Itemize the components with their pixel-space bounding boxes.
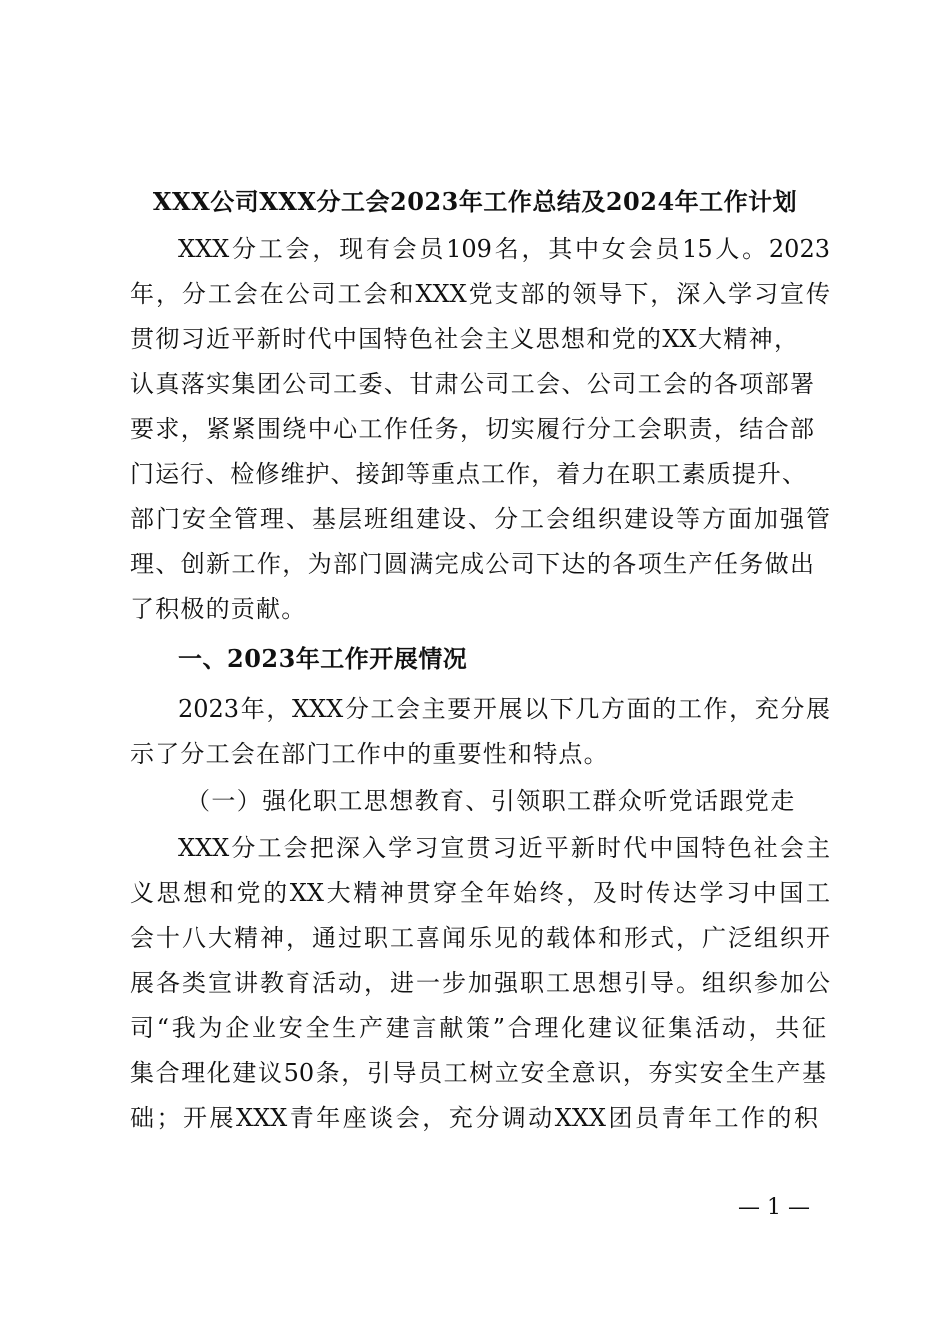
subsection-paragraph-line: 集合理化建议50条，引导员工树立安全意识，夯实安全生产基 [130, 1059, 826, 1087]
subsection-paragraph-line: 会十八大精神，通过职工喜闻乐见的载体和形式，广泛组织开 [130, 924, 830, 952]
intro-line: 贯彻习近平新时代中国特色社会主义思想和党的XX大精神， [130, 325, 798, 353]
section-heading: 一、2023年工作开展情况 [178, 644, 468, 673]
subsection-paragraph-line: XXX分工会把深入学习宣贯习近平新时代中国特色社会主 [178, 834, 830, 862]
intro-line: 了积极的贡献。 [130, 595, 307, 623]
intro-line: 理、创新工作，为部门圆满完成公司下达的各项生产任务做出 [130, 550, 814, 578]
intro-line: 年，分工会在公司工会和XXX党支部的领导下，深入学习宣传 [130, 280, 830, 308]
document-title: XXX公司XXX分工会2023年工作总结及2024年工作计划 [152, 187, 798, 216]
intro-line: 认真落实集团公司工委、甘肃公司工会、公司工会的各项部署 [130, 370, 814, 398]
intro-line: 门运行、检修维护、接卸等重点工作，着力在职工素质提升、 [130, 460, 806, 488]
page-number: — 1 — [738, 1195, 810, 1220]
subsection-heading: （一）强化职工思想教育、引领职工群众听党话跟党走 [186, 787, 796, 815]
intro-line: 要求，紧紧围绕中心工作任务，切实履行分工会职责，结合部 [130, 415, 814, 443]
subsection-paragraph-line: 展各类宣讲教育活动，进一步加强职工思想引导。组织参加公 [130, 969, 830, 997]
subsection-paragraph-line: 础；开展XXX青年座谈会，充分调动XXX团员青年工作的积 [130, 1104, 818, 1132]
intro-line: 部门安全管理、基层班组建设、分工会组织建设等方面加强管 [130, 505, 830, 533]
intro-line: XXX分工会，现有会员109名，其中女会员15人。2023 [178, 235, 830, 263]
subsection-paragraph-line: 司“我为企业安全生产建言献策”合理化建议征集活动，共征 [130, 1014, 826, 1042]
section-paragraph-line: 示了分工会在部门工作中的重要性和特点。 [130, 740, 609, 768]
section-paragraph-line: 2023年，XXX分工会主要开展以下几方面的工作，充分展 [178, 695, 830, 723]
subsection-paragraph-line: 义思想和党的XX大精神贯穿全年始终，及时传达学习中国工 [130, 879, 830, 907]
